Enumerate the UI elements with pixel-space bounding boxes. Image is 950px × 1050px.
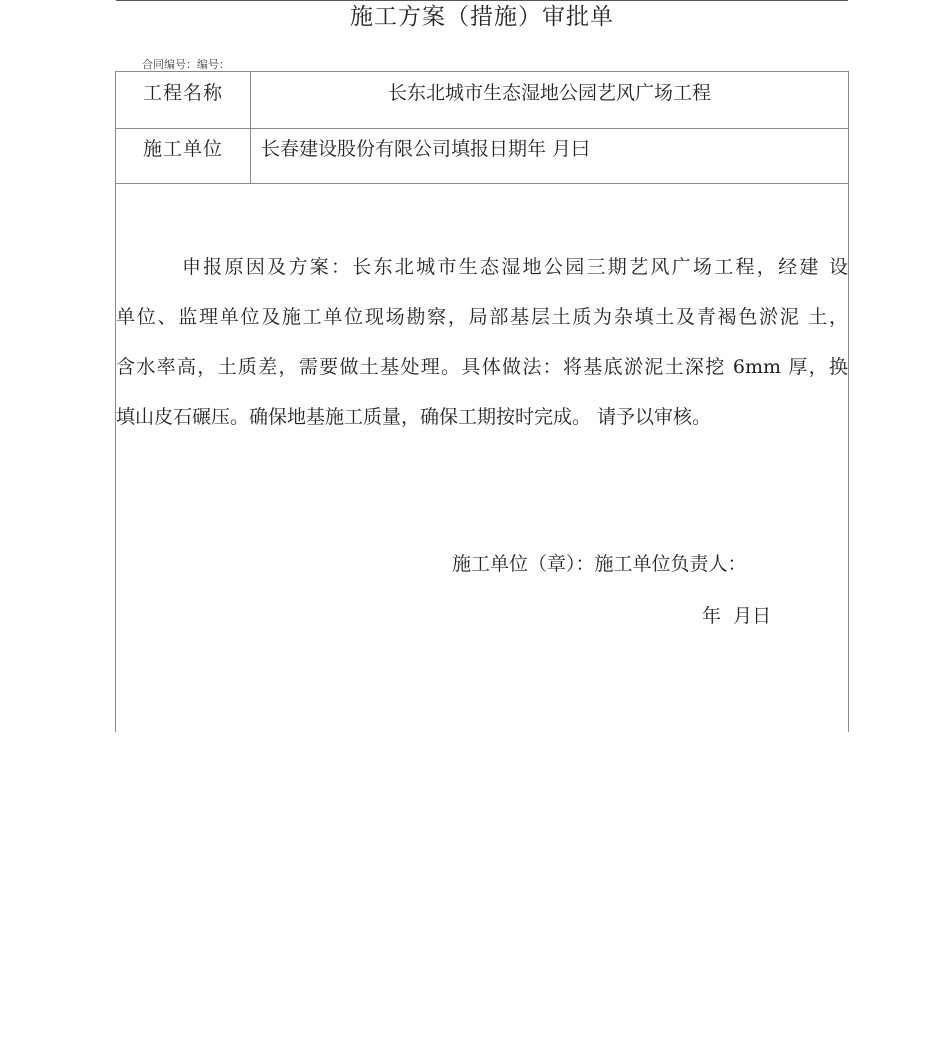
construction-unit-value: 长春建设股份有限公司填报日期年 月曰 <box>261 138 591 160</box>
signature-line: 施工单位（章）：施工单位负责人： <box>452 553 747 575</box>
application-reason-line-1: 申报原因及方案：长东北城市生态湿地公园三期艺风广场工程，经建 设 <box>182 256 848 278</box>
document-title: 施工方案（措施）审批单 <box>350 4 614 30</box>
approval-form <box>115 71 849 732</box>
construction-unit-label: 施工单位 <box>142 138 223 160</box>
application-reason-line-2: 单位、监理单位及施工单位现场勘察，局部基层土质为杂填土及青褐色淤泥 土， <box>116 306 848 328</box>
contract-number-label: 合同编号：编号： <box>142 58 230 71</box>
application-reason-line-4: 填山皮石碾压。确保地基施工质量，确保工期按时完成。 请予以审核。 <box>116 406 712 428</box>
signature-date: 年 月日 <box>702 605 772 627</box>
application-reason-line-3: 含水率高，土质差，需要做土基处理。具体做法：将基底淤泥土深挖 6mm 厚，换 <box>116 356 848 378</box>
project-name-label: 工程名称 <box>142 82 223 104</box>
top-rule <box>116 0 848 1</box>
project-name-value: 长东北城市生态湿地公园艺风广场工程 <box>387 82 711 104</box>
